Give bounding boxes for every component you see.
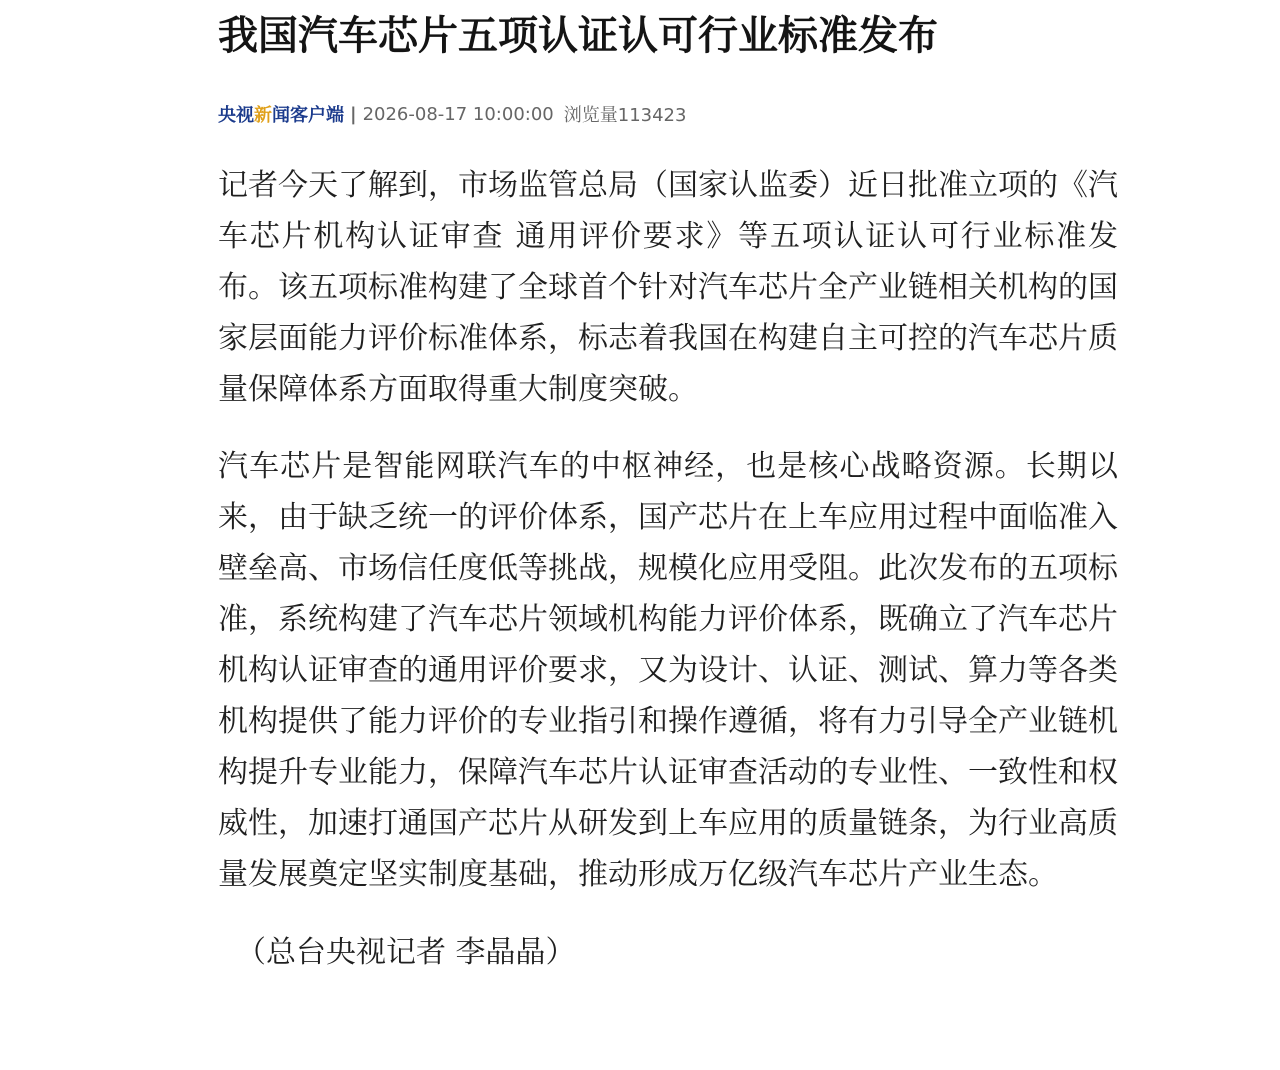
article-paragraph-1: 记者今天了解到，市场监管总局（国家认监委）近日批准立项的《汽车芯片机构认证审查 通用评价要求》等五项认证认可行业标准发布。该五项标准构建了全球首个针对汽车芯片全产业链相关机构的国家层面能力评价标准体系，标志着我国在构建自主可控的汽车芯片质量保障体系方面取得重大制度突破。 <box>218 168 1118 407</box>
source-logo-highlight: 新 <box>254 105 272 126</box>
article-paragraph-2: 汽车芯片是智能网联汽车的中枢神经，也是核心战略资源。长期以来，由于缺乏统一的评价体系，国产芯片在上车应用过程中面临准入壁垒高、市场信任度低等挑战，规模化应用受阻。此次发布的五项标准，系统构建了汽车芯片领域机构能力评价体系，既确立了汽车芯片机构认证审查的通用评价要求，又为设计、认证、测试、算力等各类机构提供了能力评价的专业指引和操作遵循，将有力引导全产业链机构提升专业能力，保障汽车芯片认证审查活动的专业性、一致性和权威性，加速打通国产芯片从研发到上车应用的质量链条，为行业高质量发展奠定坚实制度基础，推动形成万亿级汽车芯片产业生态。 <box>218 449 1118 892</box>
article-byline: （总台央视记者 李晶晶） <box>236 935 576 970</box>
publish-date: 2026-08-17 10:00:00 <box>362 103 554 125</box>
meta-separator: | <box>350 103 357 125</box>
source-logo-prefix: 央视 <box>218 105 254 126</box>
article-title: 我国汽车芯片五项认证认可行业标准发布 <box>218 13 938 59</box>
article-body <box>218 160 1118 900</box>
article-meta <box>218 101 1118 127</box>
source-logo-suffix: 闻客户端 <box>272 105 344 126</box>
source-logo[interactable] <box>218 101 344 127</box>
view-count: 浏览量113423 <box>563 105 687 126</box>
news-article <box>218 0 1118 978</box>
